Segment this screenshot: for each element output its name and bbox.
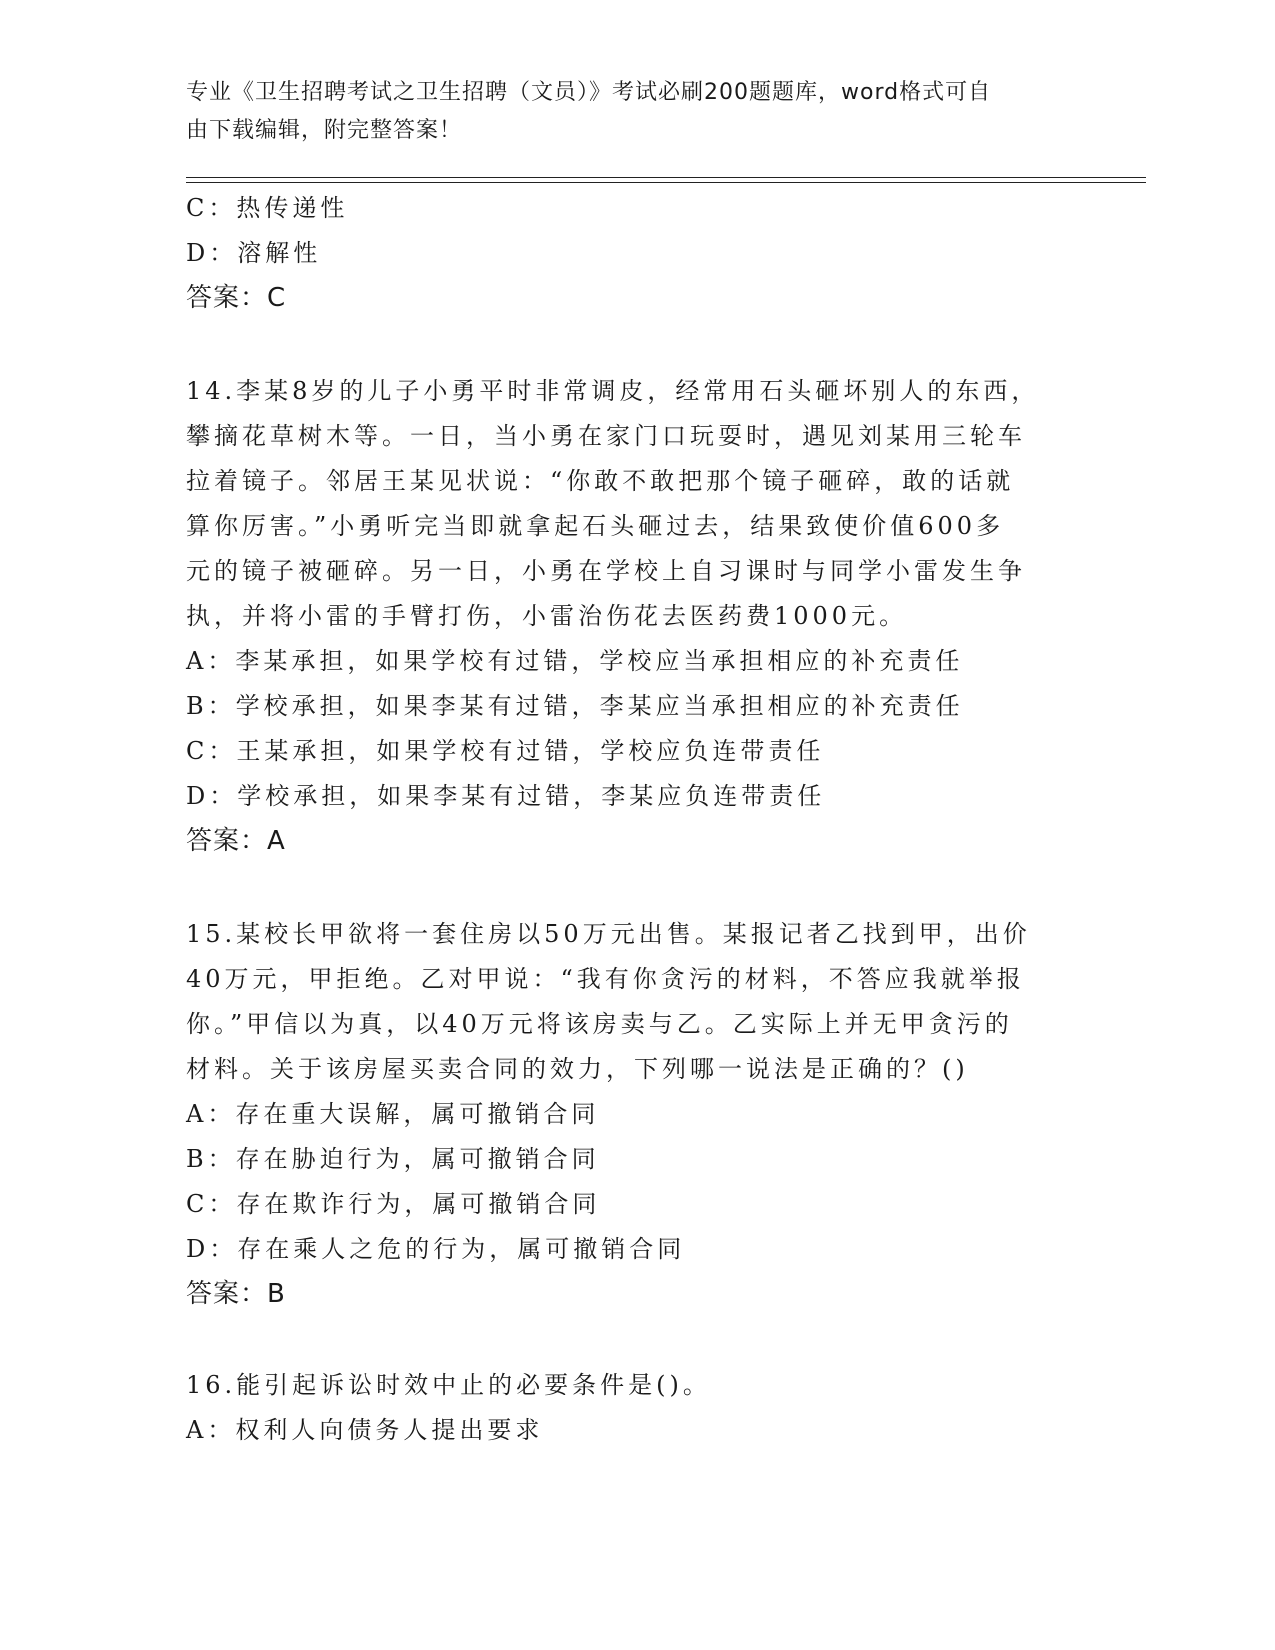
question-14 — [186, 369, 1086, 864]
option-c: C：王某承担，如果学校有过错，学校应负连带责任 — [186, 737, 825, 765]
question-13-tail — [186, 186, 1086, 321]
question-stem-line: 元的镜子被砸碎。另一日，小勇在学校上自习课时与同学小雷发生争 — [186, 557, 1026, 585]
header-rule-top — [186, 177, 1146, 178]
option-b: B：学校承担，如果李某有过错，李某应当承担相应的补充责任 — [186, 692, 964, 720]
answer-line: 答案：C — [186, 283, 287, 313]
option-a: A：存在重大误解，属可撤销合同 — [186, 1100, 600, 1128]
document-header — [186, 74, 1086, 150]
question-stem-line: 14.李某8岁的儿子小勇平时非常调皮，经常用石头砸坏别人的东西， — [186, 377, 1040, 405]
option-a: A：李某承担，如果学校有过错，学校应当承担相应的补充责任 — [186, 647, 964, 675]
question-16 — [186, 1363, 1086, 1453]
question-stem-line: 40万元，甲拒绝。乙对甲说：“我有你贪污的材料，不答应我就举报 — [186, 965, 1025, 993]
header-line-2: 由下载编辑，附完整答案！ — [186, 118, 463, 143]
option-d: D：存在乘人之危的行为，属可撤销合同 — [186, 1235, 686, 1263]
option-b: B：存在胁迫行为，属可撤销合同 — [186, 1145, 600, 1173]
option-d: D：学校承担，如果李某有过错，李某应负连带责任 — [186, 782, 826, 810]
header-rule-bottom — [186, 182, 1146, 183]
answer-line: 答案：A — [186, 826, 286, 856]
option-a: A：权利人向债务人提出要求 — [186, 1416, 544, 1444]
question-stem-line: 拉着镜子。邻居王某见状说：“你敢不敢把那个镜子砸碎，敢的话就 — [186, 467, 1015, 495]
document-body — [186, 186, 1086, 1453]
question-stem-line: 16.能引起诉讼时效中止的必要条件是()。 — [186, 1371, 711, 1399]
question-stem-line: 你。”甲信以为真，以40万元将该房卖与乙。乙实际上并无甲贪污的 — [186, 1010, 1013, 1038]
question-stem-line: 15.某校长甲欲将一套住房以50万元出售。某报记者乙找到甲，出价 — [186, 920, 1031, 948]
answer-line: 答案：B — [186, 1279, 286, 1309]
question-stem-line: 算你厉害。”小勇听完当即就拿起石头砸过去，结果致使价值600多 — [186, 512, 1005, 540]
question-stem-line: 攀摘花草树木等。一日，当小勇在家门口玩耍时，遇见刘某用三轮车 — [186, 422, 1026, 450]
question-stem-line: 材料。关于该房屋买卖合同的效力，下列哪一说法是正确的？() — [186, 1055, 969, 1083]
question-stem-line: 执，并将小雷的手臂打伤，小雷治伤花去医药费1000元。 — [186, 602, 908, 630]
question-15 — [186, 912, 1086, 1317]
option-c: C：存在欺诈行为，属可撤销合同 — [186, 1190, 601, 1218]
option-c: C：热传递性 — [186, 194, 349, 222]
header-line-1: 专业《卫生招聘考试之卫生招聘（文员）》考试必刷200题题库，word格式可自 — [186, 80, 992, 105]
option-d: D：溶解性 — [186, 239, 322, 267]
